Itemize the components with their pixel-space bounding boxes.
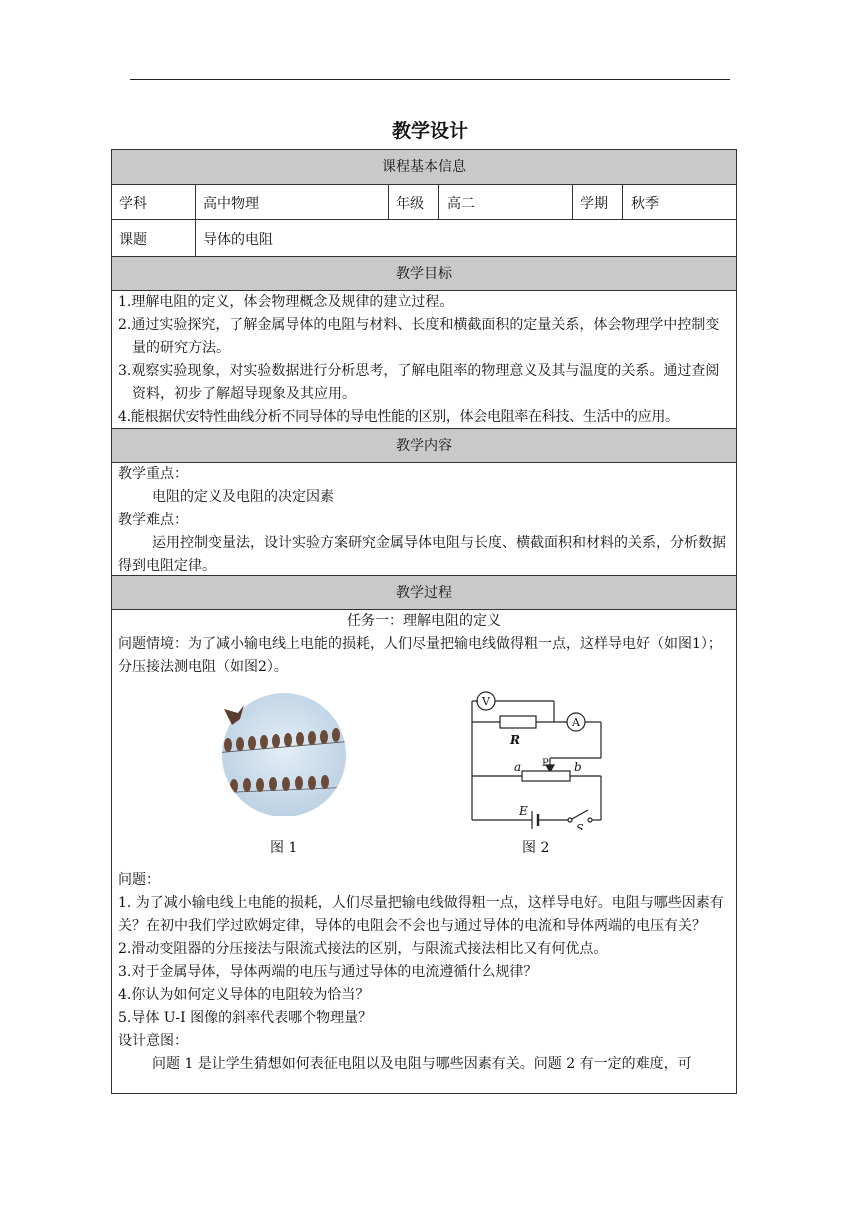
basic-info-header-text: 课程基本信息 <box>382 159 466 175</box>
battery-label: E <box>519 804 528 818</box>
task-title: 任务一：理解电阻的定义 <box>347 613 501 629</box>
lesson-table <box>111 149 737 1094</box>
voltmeter-label: V <box>482 695 490 708</box>
term-label: 学期 <box>580 196 608 212</box>
col-divider <box>572 185 573 219</box>
header-rule <box>130 79 730 80</box>
topic-value: 导体的电阻 <box>203 232 273 248</box>
question-item: 2.滑动变阻器的分压接法与限流式接法的区别，与限流式接法相比又有何优点。 <box>118 941 608 957</box>
grade-value: 高二 <box>447 196 475 212</box>
figure-1-birds-photo <box>214 691 354 816</box>
objective-item: 4.能根据伏安特性曲线分析不同导体的导电性能的区别，体会电阻率在科技、生活中的应用。 <box>118 409 679 425</box>
figure-2-circuit-diagram <box>464 680 614 830</box>
switch-label: S <box>576 822 584 830</box>
birds-on-wire-image <box>214 691 354 816</box>
subject-value: 高中物理 <box>203 196 259 212</box>
document-title: 教学设计 <box>391 120 468 142</box>
objectives-header-text: 教学目标 <box>396 266 452 282</box>
content-body <box>118 463 730 578</box>
content-header <box>112 428 736 463</box>
resistor-label: R <box>510 733 520 747</box>
end-b-label: b <box>574 760 582 774</box>
process-intro <box>118 610 730 679</box>
ammeter-label: A <box>572 716 580 729</box>
objectives-list <box>118 291 730 429</box>
voltage-divider-circuit <box>464 680 614 830</box>
difficult-point-text: 运用控制变量法，设计实验方案研究金属导体电阻与长度、横截面积和材料的关系，分析数据得到电阻定律。 <box>118 535 726 574</box>
content-header-text: 教学内容 <box>396 438 452 454</box>
key-point-label: 教学重点： <box>118 466 188 482</box>
difficult-point-label: 教学难点： <box>118 512 188 528</box>
objective-item: 1.理解电阻的定义，体会物理概念及规律的建立过程。 <box>118 294 454 310</box>
objective-item: 2.通过实验探究，了解金属导体的电阻与材料、长度和横截面积的定量关系，体会物理学中控制变量的研究方法。 <box>118 317 720 356</box>
design-intent-text: 问题 1 是让学生猜想如何表征电阻以及电阻与哪些因素有关。问题 2 有一定的难度，可 <box>152 1056 692 1072</box>
questions-section <box>118 869 730 1076</box>
col-divider <box>388 185 389 219</box>
col-divider <box>438 185 439 219</box>
figure-2-caption: 图 2 <box>522 840 550 856</box>
process-header <box>112 575 736 610</box>
subject-label: 学科 <box>119 196 147 212</box>
design-intent-label: 设计意图： <box>118 1033 188 1049</box>
key-point-text: 电阻的定义及电阻的决定因素 <box>152 489 334 505</box>
problem-scenario: 问题情境：为了减小输电线上电能的损耗，人们尽量把输电线做得粗一点，这样导电好（如图1）；分压接法测电阻（如图2）。 <box>118 636 722 675</box>
topic-label: 课题 <box>119 232 147 248</box>
term-value: 秋季 <box>631 196 659 212</box>
basic-info-header <box>112 150 736 185</box>
question-item: 1. 为了减小输电线上电能的损耗，人们尽量把输电线做得粗一点，这样导电好。电阻与哪些因素有关？在初中我们学过欧姆定律，导体的电阻会不会也与通过导体的电流和导体两端的电压有关？ <box>118 895 724 934</box>
process-header-text: 教学过程 <box>396 585 452 601</box>
objective-item: 3.观察实验现象，对实验数据进行分析思考，了解电阻率的物理意义及其与温度的关系。通过查阅资料，初步了解超导现象及其应用。 <box>118 363 720 402</box>
objectives-header <box>112 256 736 291</box>
row-divider <box>112 219 736 220</box>
col-divider <box>622 185 623 219</box>
figure-1-caption: 图 1 <box>270 840 298 856</box>
slider-label: P <box>542 758 549 769</box>
question-item: 5.导体 U-I 图像的斜率代表哪个物理量？ <box>118 1010 373 1026</box>
question-item: 3.对于金属导体，导体两端的电压与通过导体的电流遵循什么规律？ <box>118 964 538 980</box>
grade-label: 年级 <box>396 196 424 212</box>
questions-label: 问题： <box>118 872 160 888</box>
end-a-label: a <box>514 760 522 774</box>
question-item: 4.你认为如何定义导体的电阻较为恰当？ <box>118 987 370 1003</box>
